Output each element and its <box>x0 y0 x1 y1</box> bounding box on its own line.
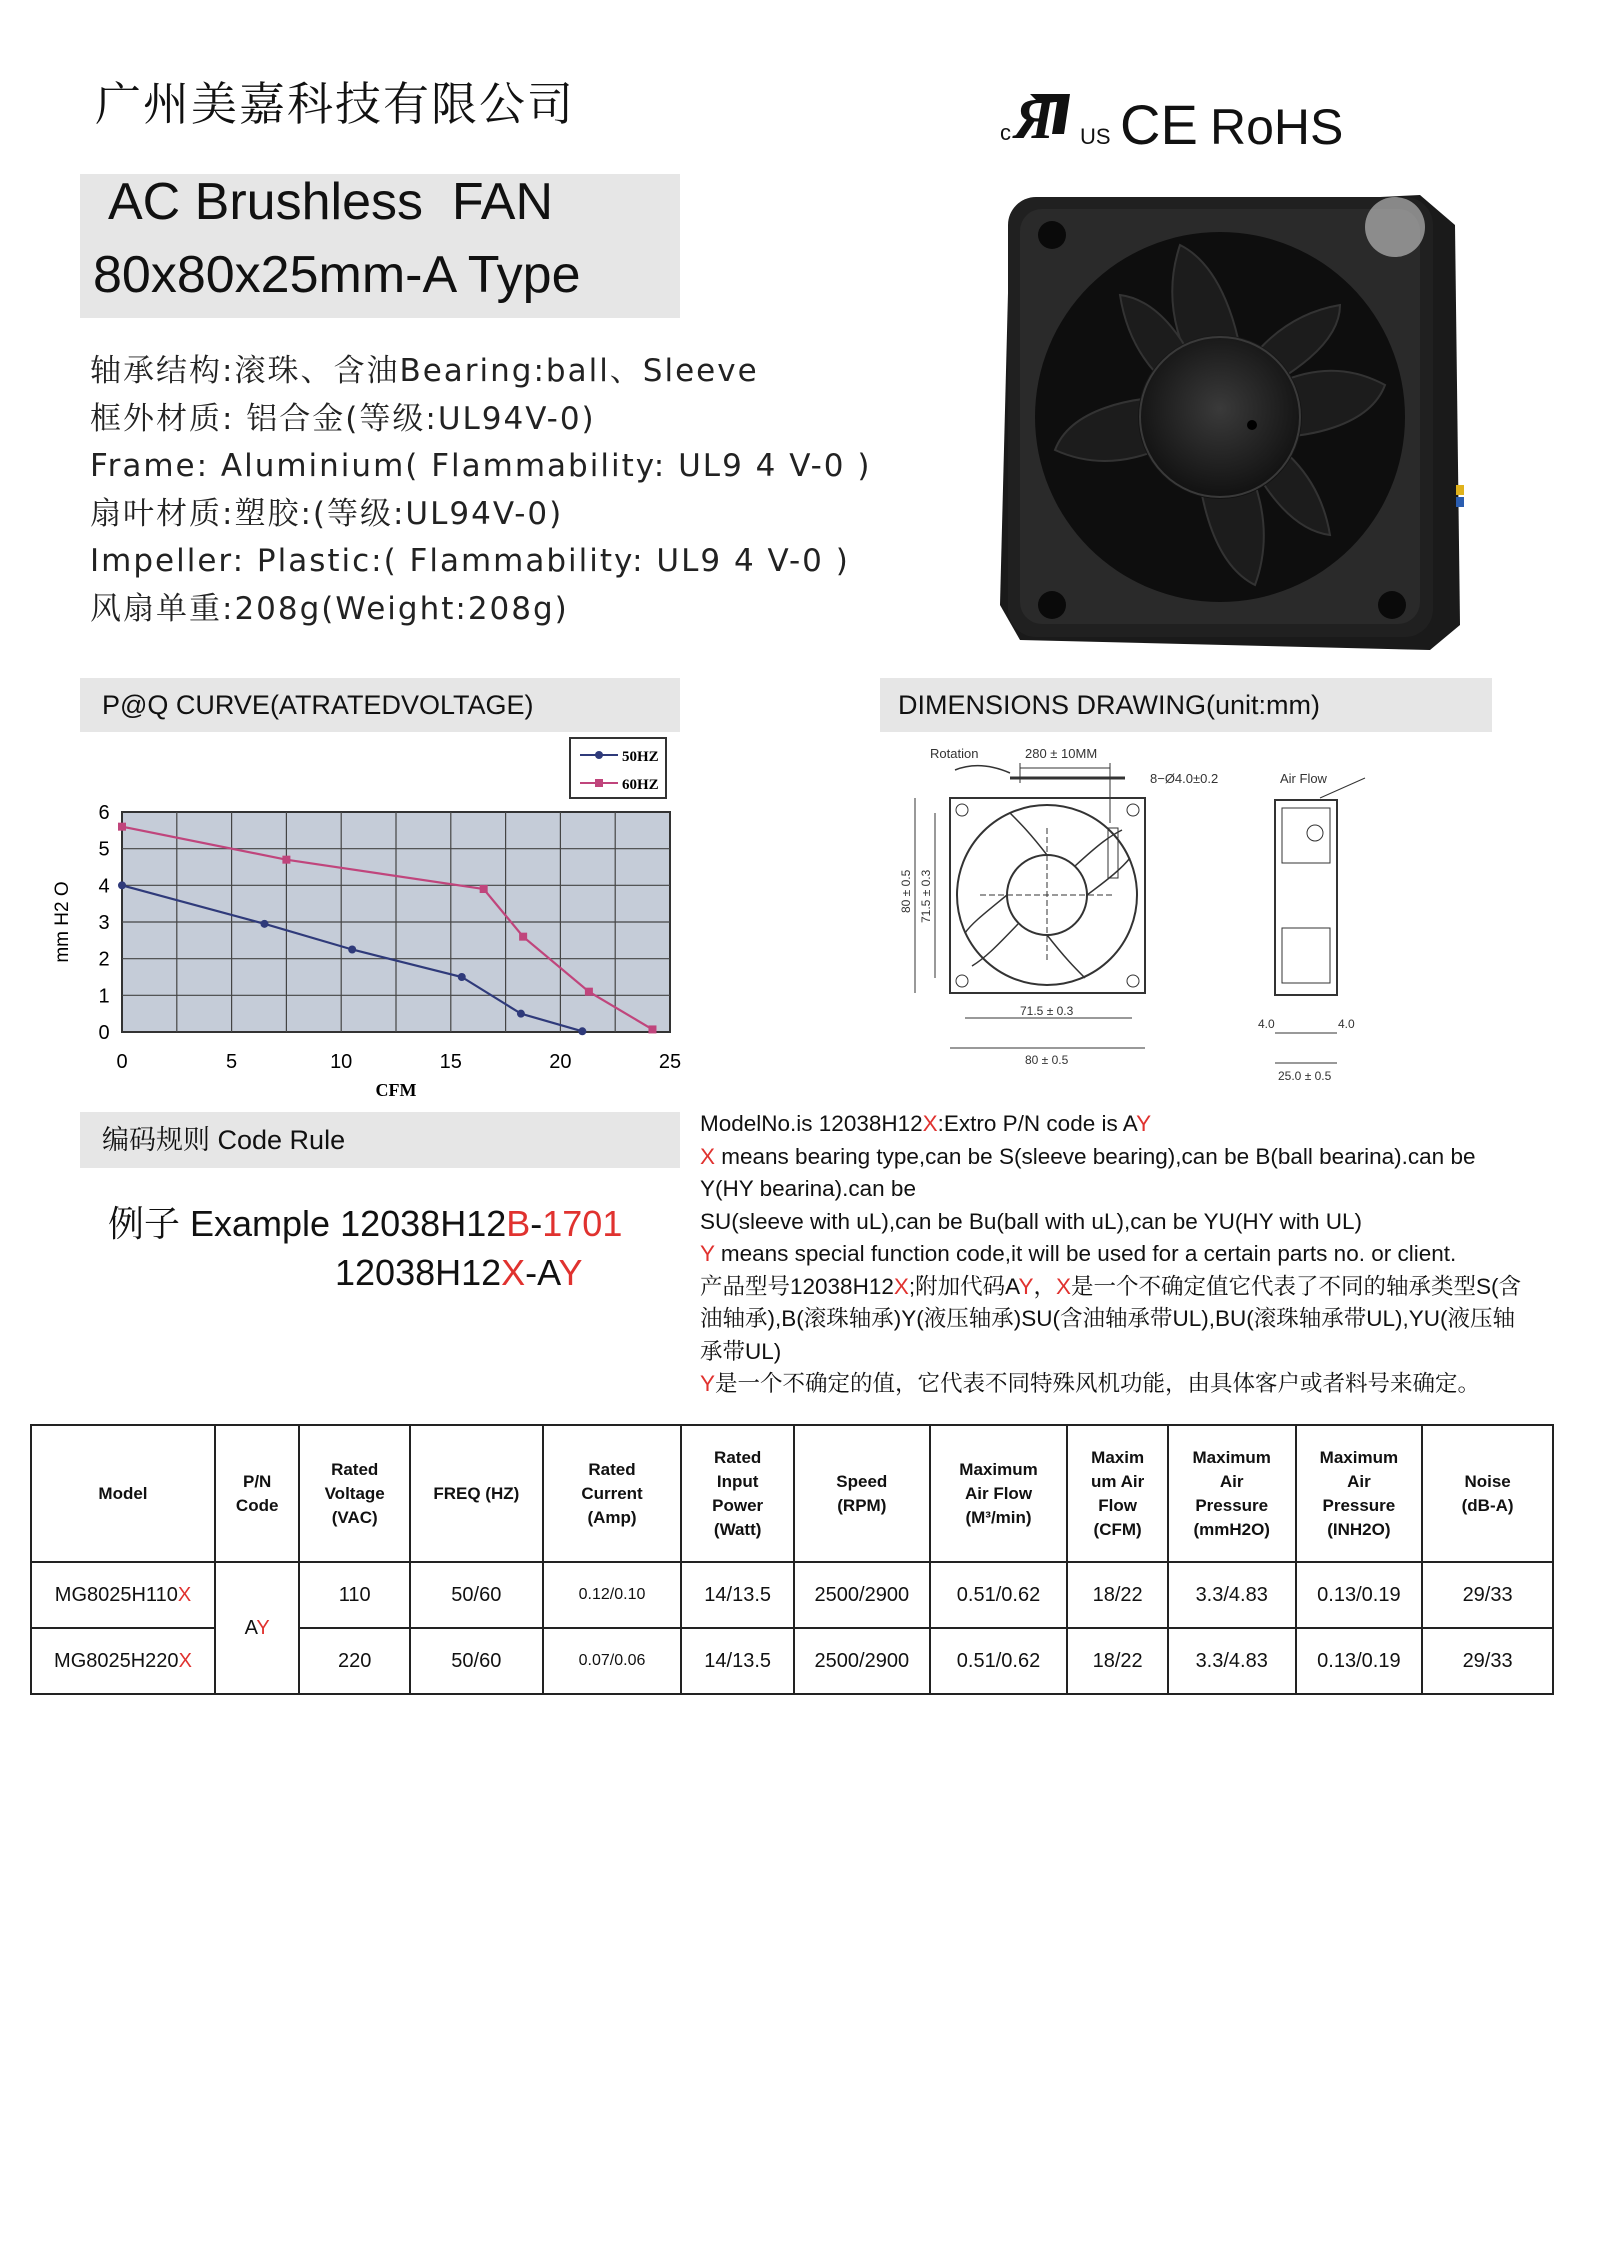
rule-line-9: Y是一个不确定的值，它代表不同特殊风机功能，由具体客户或者料号来确定。 <box>700 1371 1481 1396</box>
ul-c-label: c <box>1000 120 1011 145</box>
y-tick-label: 5 <box>98 838 110 861</box>
cell-speed: 2500/2900 <box>794 1628 930 1694</box>
th-noise: Noise (dB-A) <box>1422 1425 1553 1562</box>
product-title-line2: 80x80x25mm-A Type <box>93 246 581 304</box>
dim-height-outer: 80 ± 0.5 <box>899 869 913 913</box>
legend-label: 60HZ <box>622 777 659 793</box>
dim-flange-right: 4.0 <box>1338 1017 1355 1031</box>
cell-pn-code: AY <box>215 1562 299 1694</box>
y-tick-label: 0 <box>98 1022 110 1044</box>
th-freq: FREQ (HZ) <box>410 1425 543 1562</box>
spec-weight: 风扇单重:208g(Weight:208g) <box>90 590 569 627</box>
x-tick-label: 5 <box>226 1051 238 1073</box>
series-point <box>585 988 593 996</box>
chart-x-ticks <box>116 1051 681 1073</box>
cell-current: 0.07/0.06 <box>543 1628 682 1694</box>
rule-line-6: 产品型号12038H12X;附加代码AY，X是一个不确定值它代表了不同的轴承类型S(含 <box>700 1273 1522 1299</box>
th-current: Rated Current (Amp) <box>543 1425 682 1562</box>
x-tick-label: 25 <box>658 1051 682 1073</box>
dimensions-header: DIMENSIONS DRAWING(unit:mm) <box>880 678 1492 732</box>
legend-marker <box>595 751 603 759</box>
rule-line-1: ModelNo.is 12038H12X:Extro P/N code is AY <box>700 1111 1152 1136</box>
series-point <box>458 973 466 981</box>
cell-pressure-mm: 3.3/4.83 <box>1168 1628 1296 1694</box>
spec-impeller-cn: 扇叶材质:塑胶:(等级:UL94V-0) <box>90 495 564 532</box>
example-code1-y: 1701 <box>542 1203 623 1244</box>
example-code2-y: Y <box>558 1252 583 1293</box>
y-tick-label: 3 <box>98 912 110 934</box>
rohs-logo: RoHS <box>1210 99 1344 155</box>
dim-height-inner: 71.5 ± 0.3 <box>919 869 933 923</box>
ul-us-label: US <box>1080 124 1111 149</box>
cell-noise: 29/33 <box>1422 1562 1553 1628</box>
example-code2-base: 12038H12 <box>335 1252 502 1293</box>
x-tick-label: 10 <box>330 1051 353 1073</box>
series-point <box>519 933 527 941</box>
x-tick-label: 15 <box>439 1051 462 1073</box>
chart-y-ticks <box>98 802 109 1044</box>
cell-speed: 2500/2900 <box>794 1562 930 1628</box>
spec-frame-cn: 框外材质: 铝合金(等级:UL94V-0) <box>90 400 596 437</box>
spec-table <box>30 1424 1554 1695</box>
table-header-row <box>31 1425 1553 1562</box>
spec-bearing: 轴承结构:滚珠、含油Bearing:ball、Sleeve <box>90 353 759 389</box>
rule-line-3: Y(HY bearina).can be <box>700 1176 916 1201</box>
series-point <box>282 856 290 864</box>
series-point <box>578 1027 586 1035</box>
dim-width-inner: 71.5 ± 0.3 <box>1020 1004 1074 1018</box>
x-tick-label: 0 <box>116 1051 128 1073</box>
dim-rotation-label: Rotation <box>930 746 979 761</box>
y-tick-label: 4 <box>98 875 110 898</box>
th-airflow-cfm: Maxim um Air Flow (CFM) <box>1067 1425 1168 1562</box>
th-pn-code: P/N Code <box>215 1425 299 1562</box>
ce-logo: CE <box>1120 93 1198 156</box>
dim-holes: 8−Ø4.0±0.2 <box>1150 771 1219 786</box>
rule-line-7: 油轴承),B(滚珠轴承)Y(液压轴承)SU(含油轴承带UL),BU(滚珠轴承带UL),YU(液压轴 <box>700 1306 1515 1331</box>
dim-width-outer: 80 ± 0.5 <box>1025 1053 1069 1067</box>
example-code1-x: B <box>506 1203 531 1244</box>
series-point <box>648 1025 656 1033</box>
table-row <box>31 1562 1553 1628</box>
cell-current: 0.12/0.10 <box>543 1562 682 1628</box>
th-voltage: Rated Voltage (VAC) <box>299 1425 410 1562</box>
cell-voltage: 220 <box>299 1628 410 1694</box>
series-point <box>118 881 126 889</box>
cell-power: 14/13.5 <box>681 1628 794 1694</box>
example-code2-x: X <box>501 1252 526 1293</box>
cell-power: 14/13.5 <box>681 1562 794 1628</box>
example-code2-dash: -A <box>525 1252 559 1293</box>
y-tick-label: 2 <box>98 948 110 971</box>
dim-flange-left: 4.0 <box>1258 1017 1275 1031</box>
pq-curve-header: P@Q CURVE(ATRATEDVOLTAGE) <box>80 678 680 732</box>
dimensions-drawing <box>860 738 1420 1100</box>
cell-freq: 50/60 <box>410 1628 543 1694</box>
pq-curve-chart <box>40 730 720 1100</box>
y-tick-label: 6 <box>98 802 110 824</box>
company-name: 广州美嘉科技有限公司 <box>95 77 575 131</box>
th-pressure-mm: Maximum Air Pressure (mmH2O) <box>1168 1425 1296 1562</box>
th-power: Rated Input Power (Watt) <box>681 1425 794 1562</box>
rule-line-4: SU(sleeve with uL),can be Bu(ball with uL),can be YU(HY with UL) <box>700 1208 1362 1234</box>
legend-label: 50HZ <box>622 749 659 765</box>
cell-model: MG8025H220X <box>31 1628 215 1694</box>
code-rule-text <box>700 1108 1580 1401</box>
x-tick-label: 20 <box>549 1051 572 1073</box>
spec-impeller-en: Impeller: Plastic:( Flammability: UL9 4 V-0 ) <box>90 543 850 579</box>
dim-depth: 25.0 ± 0.5 <box>1278 1069 1332 1083</box>
rule-line-8: 承带UL) <box>700 1338 782 1364</box>
spec-list <box>90 348 871 633</box>
cell-freq: 50/60 <box>410 1562 543 1628</box>
th-model: Model <box>31 1425 215 1562</box>
cell-pressure-in: 0.13/0.19 <box>1296 1562 1423 1628</box>
series-point <box>118 823 126 831</box>
cell-flow-cfm: 18/22 <box>1067 1628 1168 1694</box>
cell-noise: 29/33 <box>1422 1628 1553 1694</box>
rule-line-5: Y means special function code,it will be used for a certain parts no. or client. <box>700 1241 1457 1266</box>
dim-cable-length: 280 ± 10MM <box>1025 746 1098 761</box>
cell-model: MG8025H110X <box>31 1562 215 1628</box>
example-code1-dash: - <box>530 1203 543 1244</box>
example-label: 例子 Example <box>108 1203 331 1244</box>
cell-voltage: 110 <box>299 1562 410 1628</box>
th-pressure-in: Maximum Air Pressure (INH2O) <box>1296 1425 1423 1562</box>
series-point <box>480 885 488 893</box>
chart-legend <box>570 738 666 798</box>
th-airflow-m3: Maximum Air Flow (M³/min) <box>930 1425 1068 1562</box>
chart-x-label: CFM <box>375 1080 417 1100</box>
product-title-line1: AC Brushless FAN <box>108 173 554 231</box>
cell-pressure-in: 0.13/0.19 <box>1296 1628 1423 1694</box>
ul-logo <box>1000 86 1111 151</box>
ul-mark: Я <box>1014 86 1054 151</box>
legend-marker <box>595 779 603 787</box>
example-line2 <box>335 1252 583 1294</box>
series-point <box>260 920 268 928</box>
example-code1-base: 12038H12 <box>340 1203 507 1244</box>
series-point <box>348 946 356 954</box>
cell-flow-cfm: 18/22 <box>1067 1562 1168 1628</box>
th-speed: Speed (RPM) <box>794 1425 930 1562</box>
series-point <box>517 1010 525 1018</box>
dim-airflow-label: Air Flow <box>1280 771 1327 786</box>
rule-line-2: X means bearing type,can be S(sleeve bearing),can be B(ball bearina).can be <box>700 1143 1476 1169</box>
cell-flow-m3: 0.51/0.62 <box>930 1628 1068 1694</box>
certification-logos <box>1000 80 1400 160</box>
code-rule-header: 编码规则 Code Rule <box>80 1112 680 1168</box>
cell-flow-m3: 0.51/0.62 <box>930 1562 1068 1628</box>
fan-product-image <box>990 185 1470 655</box>
spec-frame-en: Frame: Aluminium( Flammability: UL9 4 V-0 ) <box>90 448 872 484</box>
cell-pressure-mm: 3.3/4.83 <box>1168 1562 1296 1628</box>
y-tick-label: 1 <box>98 985 110 1008</box>
example-line1 <box>108 1196 622 1247</box>
chart-y-label: mm H2 O <box>52 881 73 963</box>
